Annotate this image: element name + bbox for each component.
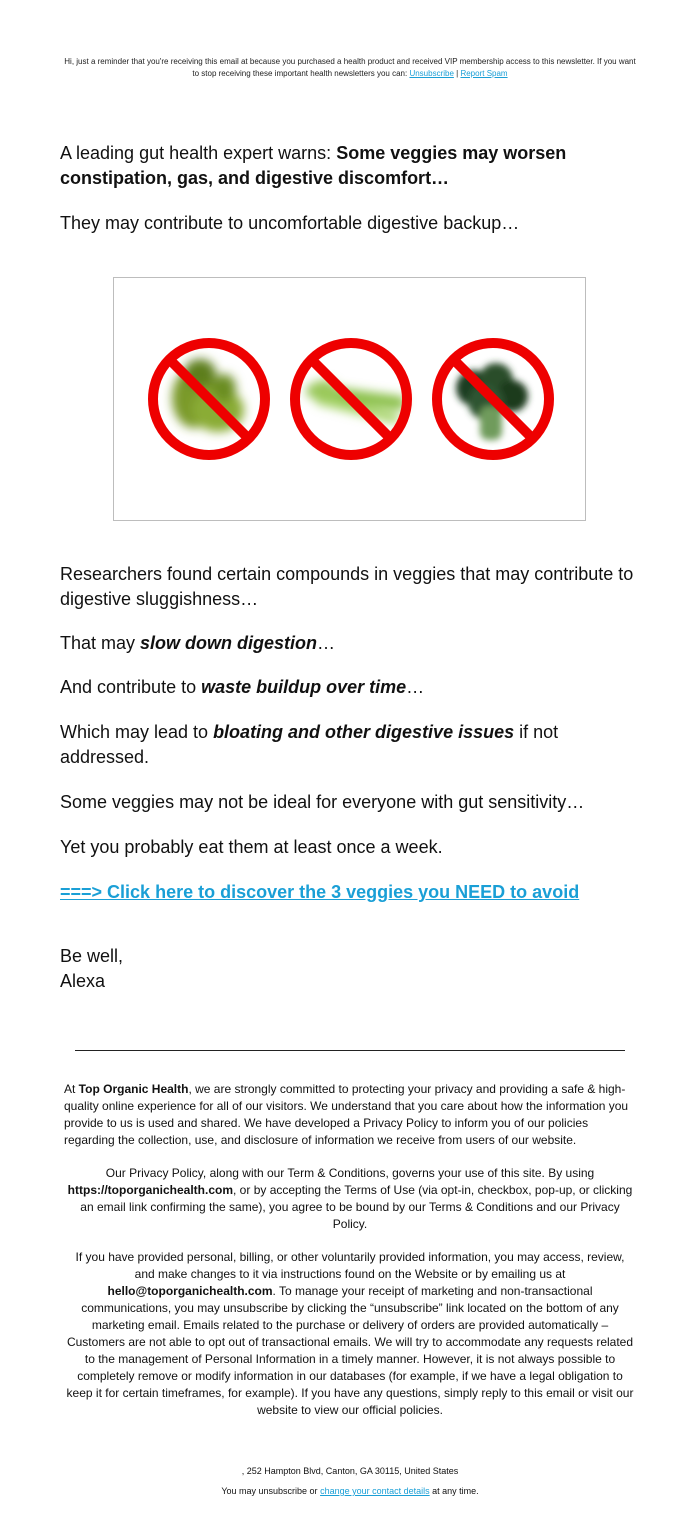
bloating-paragraph: [60, 720, 640, 770]
signature-name: Alexa: [60, 971, 106, 991]
privacy-paragraph-1: [64, 1081, 636, 1149]
banned-veggies-graphic: [114, 278, 585, 520]
waste-buildup-paragraph: [60, 675, 640, 700]
link-separator: |: [456, 69, 459, 78]
contact-email: hello@toporganichealth.com: [107, 1284, 273, 1298]
intro-paragraph: [60, 141, 640, 191]
researchers-paragraph: [60, 562, 640, 612]
slow-prefix: That may: [60, 633, 141, 653]
no-celery-icon: [295, 343, 407, 455]
bloat-prefix: Which may lead to: [60, 722, 214, 742]
waste-prefix: And contribute to: [60, 677, 202, 697]
p3-prefix: If you have provided personal, billing, or other voluntarily provided information, you may access, review, and make changes to it via instructions found on the Website or by emailing us at: [75, 1250, 625, 1281]
signoff-block: [60, 944, 640, 994]
no-broccoli-icon: [437, 343, 549, 455]
bloat-emphasis: bloating and other digestive issues: [213, 722, 515, 742]
sensitivity-text: Some veggies may not be ideal for everyone with gut sensitivity…: [60, 792, 585, 812]
slow-digestion-paragraph: [60, 631, 640, 656]
sensitivity-paragraph: [60, 790, 640, 815]
signoff-text: Be well,: [60, 946, 124, 966]
footer-divider: [75, 1050, 625, 1051]
bloat-suffix: if not addressed.: [60, 722, 559, 767]
backup-text: They may contribute to uncomfortable digestive backup…: [60, 213, 520, 233]
unsubscribe-link[interactable]: Unsubscribe: [409, 69, 454, 78]
weekly-paragraph: [60, 835, 640, 860]
p1-prefix: At: [64, 1082, 79, 1096]
privacy-paragraph-3: [64, 1249, 636, 1419]
change-contact-details-link[interactable]: change your contact details: [320, 1486, 430, 1496]
notice-text: Hi, just a reminder that you're receiving this email at because you purchased a health product and received VIP membership access to this newsletter. If you want to stop receiving these important health newsletters you can:: [64, 57, 636, 78]
brand-name: Top Organic Health: [78, 1082, 189, 1096]
slow-suffix: …: [317, 633, 336, 653]
no-vegetable-icon: [153, 343, 265, 455]
unsub-suffix: at any time.: [429, 1486, 479, 1496]
banned-veggies-image[interactable]: [113, 277, 586, 521]
waste-suffix: …: [406, 677, 425, 697]
researchers-text: Researchers found certain compounds in veggies that may contribute to digestive sluggishness…: [60, 564, 634, 609]
intro-plain: A leading gut health expert warns:: [60, 143, 337, 163]
waste-emphasis: waste buildup over time: [201, 677, 407, 697]
p2-text: , or by accepting the Terms of Use (via opt-in, checkbox, pop-up, or clicking an email link confirming the same), you agree to be bound by our Terms & Conditions and our Privacy Policy.: [80, 1183, 633, 1231]
privacy-paragraph-2: [64, 1165, 636, 1233]
report-spam-link[interactable]: Report Spam: [460, 69, 508, 78]
site-url: https://toporganichealth.com: [67, 1183, 234, 1197]
p2-prefix: Our Privacy Policy, along with our Term & Conditions, governs your use of this site. By using: [105, 1166, 595, 1180]
subscription-notice: [60, 56, 640, 80]
p1-text: , we are strongly committed to protecting your privacy and providing a safe & high-quality online experience for all of our visitors. We understand that you care about how the information you provide to us is used and shared. We have developed a Privacy Policy to inform you of our policies regarding the collection, use, and disclosure of information we receive from users of our website.: [64, 1082, 629, 1147]
postal-address: , 252 Hampton Blvd, Canton, GA 30115, United States: [241, 1466, 459, 1476]
backup-paragraph: [60, 211, 640, 236]
unsub-prefix: You may unsubscribe or: [221, 1486, 321, 1496]
p3-text: . To manage your receipt of marketing and non-transactional communications, you may unsubscribe by clicking the “unsubscribe” link located on the bottom of any marketing email. Emails related to the purchase or delivery of orders are provided automatically – Customers are not able to opt out of transactional emails. We will try to accommodate any requests related to the management of Personal Information in a timely manner. However, it is not always possible to completely remove or modify information in our databases (for example, if we have a legal obligation to keep it for certain timeframes, for example). If you have any questions, simply reply to this email or visit our website to view our official policies.: [66, 1284, 634, 1417]
slow-emphasis: slow down digestion: [140, 633, 318, 653]
unsubscribe-footer: [0, 1485, 700, 1498]
discover-veggies-cta-link[interactable]: ===> Click here to discover the 3 veggies you NEED to avoid: [60, 882, 580, 902]
intro-bold: Some veggies may worsen constipation, gas, and digestive discomfort…: [60, 143, 567, 188]
weekly-text: Yet you probably eat them at least once a week.: [60, 837, 443, 857]
